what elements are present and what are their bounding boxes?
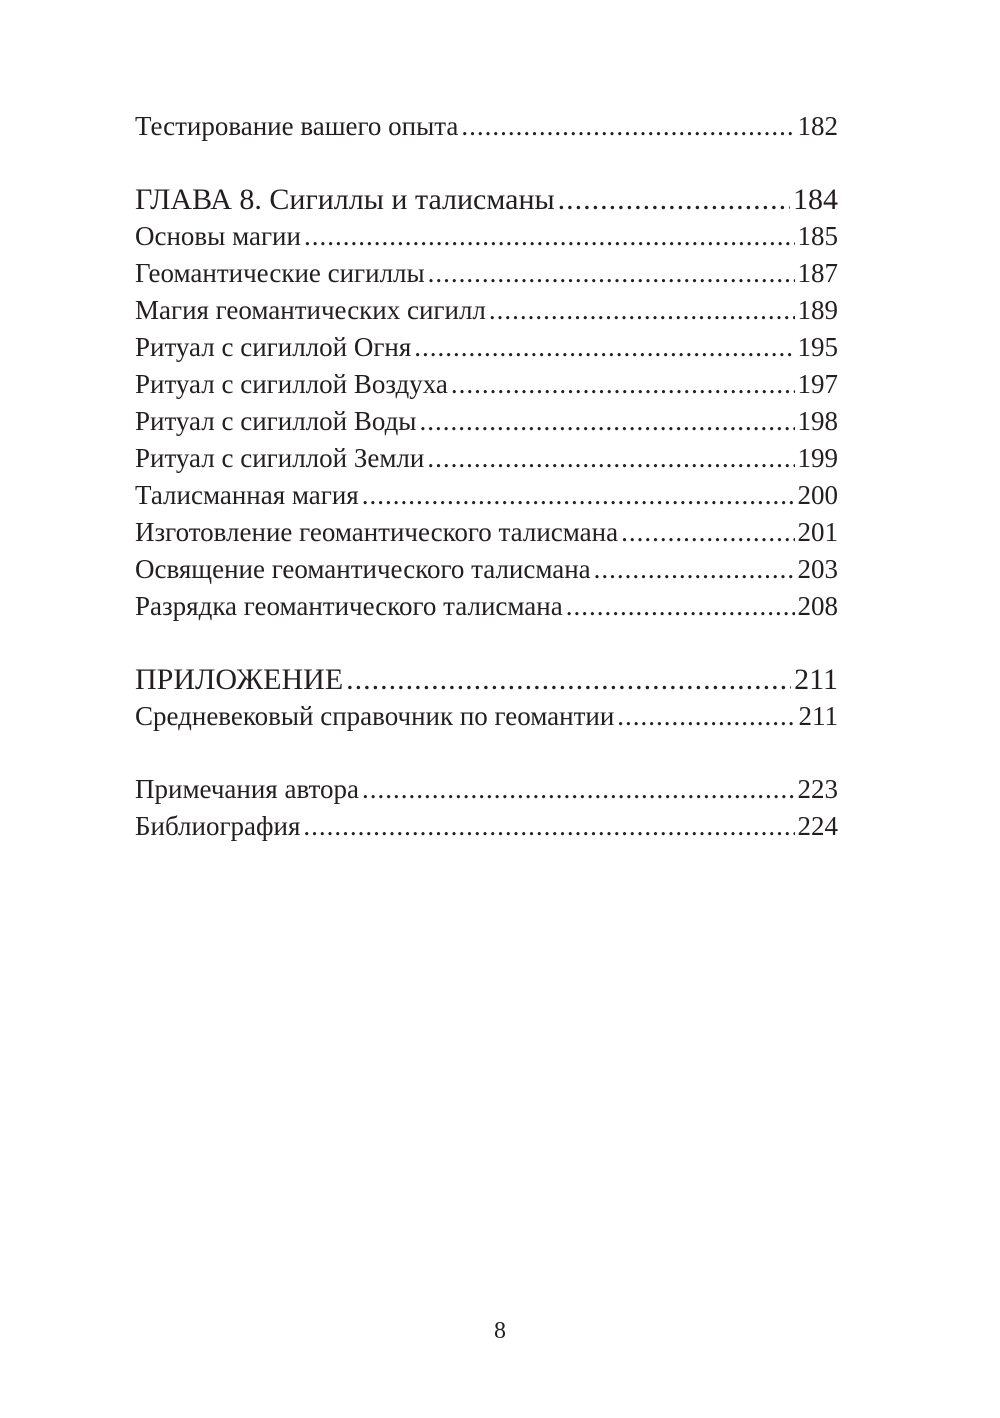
- spacer: [135, 735, 838, 771]
- table-of-contents: [135, 108, 838, 845]
- toc-entry-page: 211: [798, 701, 838, 731]
- toc-entry-title: Талисманная магия: [135, 480, 359, 510]
- dot-leader: [414, 329, 794, 366]
- toc-entry-testing-experience: [135, 108, 838, 145]
- toc-entry: [135, 329, 838, 366]
- toc-appendix-heading: [135, 661, 838, 698]
- page-number: 8: [494, 1318, 506, 1344]
- dot-leader: [566, 588, 795, 625]
- toc-entry-bibliography: [135, 808, 838, 845]
- toc-entry-title: Библиография: [135, 811, 301, 841]
- toc-entry-author-notes: [135, 771, 838, 808]
- toc-group-appendix: [135, 661, 838, 735]
- toc-entry: [135, 514, 838, 551]
- dot-leader: [617, 698, 795, 735]
- toc-entry-page: 182: [797, 111, 838, 141]
- dot-leader: [461, 108, 794, 145]
- toc-entry-page: 195: [797, 332, 838, 362]
- toc-entry: [135, 366, 838, 403]
- toc-group-back-matter: [135, 771, 838, 845]
- dot-leader: [362, 771, 795, 808]
- dot-leader: [621, 514, 794, 551]
- appendix-title: ПРИЛОЖЕНИЕ: [135, 663, 344, 696]
- toc-entry: [135, 440, 838, 477]
- appendix-page: 211: [794, 663, 838, 696]
- toc-entry: [135, 292, 838, 329]
- dot-leader: [304, 218, 795, 255]
- dot-leader: [451, 366, 795, 403]
- toc-entry: [135, 588, 838, 625]
- toc-entry-page: 187: [797, 258, 838, 288]
- dot-leader: [303, 808, 794, 845]
- toc-entry-title: Ритуал с сигиллой Огня: [135, 332, 412, 362]
- toc-entry-title: Средневековый справочник по геомантии: [135, 701, 615, 731]
- dot-leader: [558, 181, 790, 218]
- toc-entry-page: 223: [797, 774, 838, 804]
- toc-entry-title: Ритуал с сигиллой Воды: [135, 406, 417, 436]
- dot-leader: [419, 403, 794, 440]
- toc-entry-page: 201: [797, 517, 838, 547]
- spacer: [135, 145, 838, 181]
- dot-leader: [428, 255, 795, 292]
- toc-group-intro: [135, 108, 838, 145]
- chapter-page: 184: [793, 183, 838, 216]
- toc-entry-page: 189: [797, 295, 838, 325]
- toc-entry-title: Основы магии: [135, 221, 301, 251]
- dot-leader: [362, 477, 795, 514]
- toc-entry-page: 197: [797, 369, 838, 399]
- toc-chapter-heading: [135, 181, 838, 218]
- toc-entry-page: 203: [797, 554, 838, 584]
- dot-leader: [594, 551, 795, 588]
- toc-group-chapter-8: [135, 181, 838, 625]
- toc-entry-page: 198: [797, 406, 838, 436]
- toc-entry-page: 208: [797, 591, 838, 621]
- toc-entry: [135, 255, 838, 292]
- chapter-title: ГЛАВА 8. Сигиллы и талисманы: [135, 183, 555, 216]
- toc-entry-title: Освящение геомантического талисмана: [135, 554, 591, 584]
- toc-entry-title: Примечания автора: [135, 774, 359, 804]
- dot-leader: [346, 661, 791, 698]
- toc-entry-title: Геомантические сигиллы: [135, 258, 425, 288]
- toc-entry: [135, 551, 838, 588]
- spacer: [135, 625, 838, 661]
- toc-entry: [135, 403, 838, 440]
- toc-entry-title: Магия геомантических сигилл: [135, 295, 486, 325]
- dot-leader: [489, 292, 795, 329]
- toc-entry: [135, 218, 838, 255]
- toc-entry-title: Изготовление геомантического талисмана: [135, 517, 619, 547]
- toc-entry: [135, 477, 838, 514]
- toc-entry-title: Ритуал с сигиллой Воздуха: [135, 369, 448, 399]
- toc-entry-title: Разрядка геомантического талисмана: [135, 591, 563, 621]
- toc-entry-page: 200: [797, 480, 838, 510]
- toc-entry-page: 199: [797, 443, 838, 473]
- toc-entry-title: Ритуал с сигиллой Земли: [135, 443, 425, 473]
- toc-entry-page: 224: [797, 811, 838, 841]
- toc-entry: [135, 698, 838, 735]
- toc-entry-title: Тестирование вашего опыта: [135, 111, 459, 141]
- toc-entry-page: 185: [797, 221, 838, 251]
- dot-leader: [427, 440, 794, 477]
